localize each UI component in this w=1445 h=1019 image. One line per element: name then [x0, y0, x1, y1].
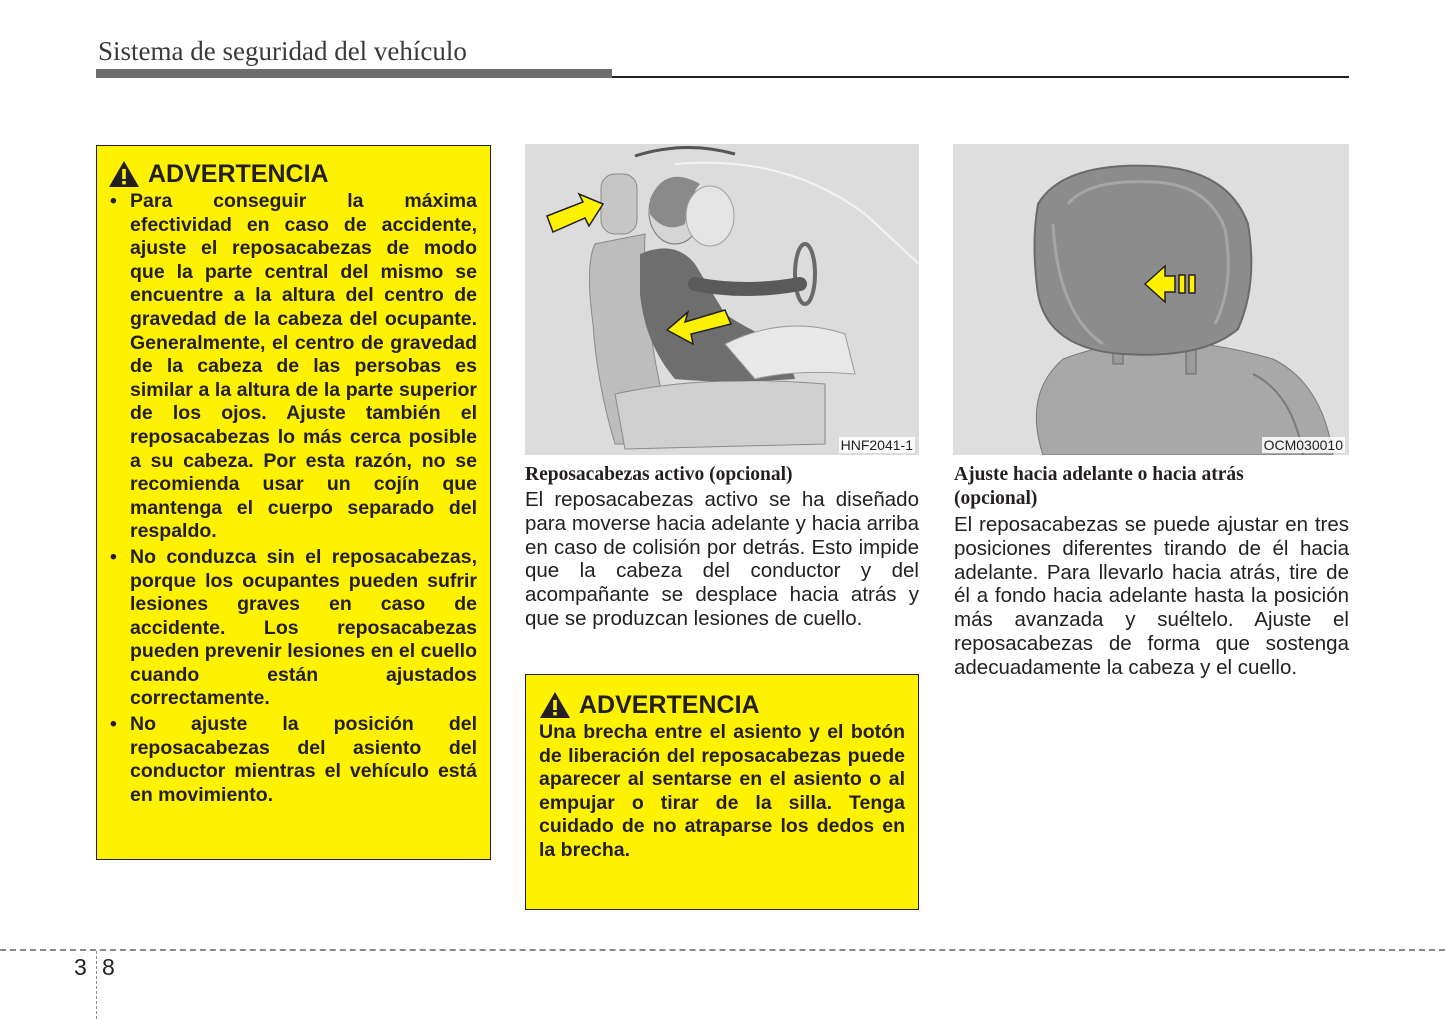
page-number: 8 — [102, 954, 115, 980]
warning-title-text: ADVERTENCIA — [148, 160, 329, 188]
warning-title — [108, 160, 477, 188]
header-rule-thin — [612, 76, 1349, 78]
figure-active-headrest — [525, 144, 919, 455]
headrest-adjust-illustration — [953, 144, 1349, 455]
section-heading-active-headrest: Reposacabezas activo (opcional) — [525, 464, 793, 485]
warning-title — [539, 691, 905, 719]
figure-headrest-adjust — [953, 144, 1349, 455]
figure-code: OCM030010 — [1263, 437, 1343, 453]
warning-box-middle — [525, 674, 919, 910]
warning-text: Una brecha entre el asiento y el botón de liberación del reposacabezas puede aparecer al sentarse en el asiento o al empujar o tirar de la silla. Tenga cuidado de no atraparse los dedos en la brecha. — [539, 721, 905, 861]
active-headrest-illustration — [525, 144, 919, 455]
warning-box-left — [96, 145, 491, 860]
page-header-title: Sistema de seguridad del vehículo — [98, 36, 467, 66]
section-body-headrest-adjust: El reposacabezas se puede ajustar en tres posiciones diferentes tirando de él hacia adelante. Para llevarlo hacia atrás, tire de él a fondo hacia adelante hasta la posición más avanzada y suéltelo. Ajuste el reposacabezas de forma que sostenga adecuadamente la cabeza y el cuello. — [954, 513, 1349, 679]
header-rule-thick — [96, 69, 612, 78]
warning-title-text: ADVERTENCIA — [579, 691, 760, 719]
chapter-number: 3 — [74, 954, 87, 980]
warning-triangle-icon — [108, 160, 140, 188]
section-body-active-headrest: El reposacabezas activo se ha diseñado para moverse hacia adelante y hacia arriba en caso de colisión por detrás. Esto impide que la cabeza del conductor y del acompañante se desplace hacia atrás y que se produzcan lesiones de cuello. — [525, 488, 919, 630]
warning-item: • No ajuste la posición del reposacabezas del asiento del conductor mientras el vehículo está en movimiento. — [108, 713, 477, 807]
warning-list — [108, 190, 477, 807]
warning-triangle-icon — [539, 691, 571, 719]
footer-rule — [0, 949, 1445, 951]
section-heading-headrest-adjust: Ajuste hacia adelante o hacia atrás (opcional) — [954, 464, 1244, 509]
warning-item: • Para conseguir la máxima efectividad en caso de accidente, ajuste el reposacabezas de modo que la parte central del mismo se encuentre a la altura del centro de gravedad de la cabeza del ocupante. Generalmente, el centro de gravedad de la cabeza de las persobas es similar a la altura de la parte superior de los ojos. Ajuste también el reposacabezas lo más cerca posible a su cabeza. Por esta razón, no se recomienda usar un cojín que mantenga el cuerpo separado del respaldo. — [108, 190, 477, 544]
warning-item: • No conduzca sin el reposacabezas, porque los ocupantes pueden sufrir lesiones graves en caso de accidente. Los reposacabezas pueden prevenir lesiones en el cuello cuando están ajustados correctamente. — [108, 546, 477, 711]
figure-code: HNF2041-1 — [840, 437, 913, 453]
footer-divider — [96, 951, 97, 1019]
